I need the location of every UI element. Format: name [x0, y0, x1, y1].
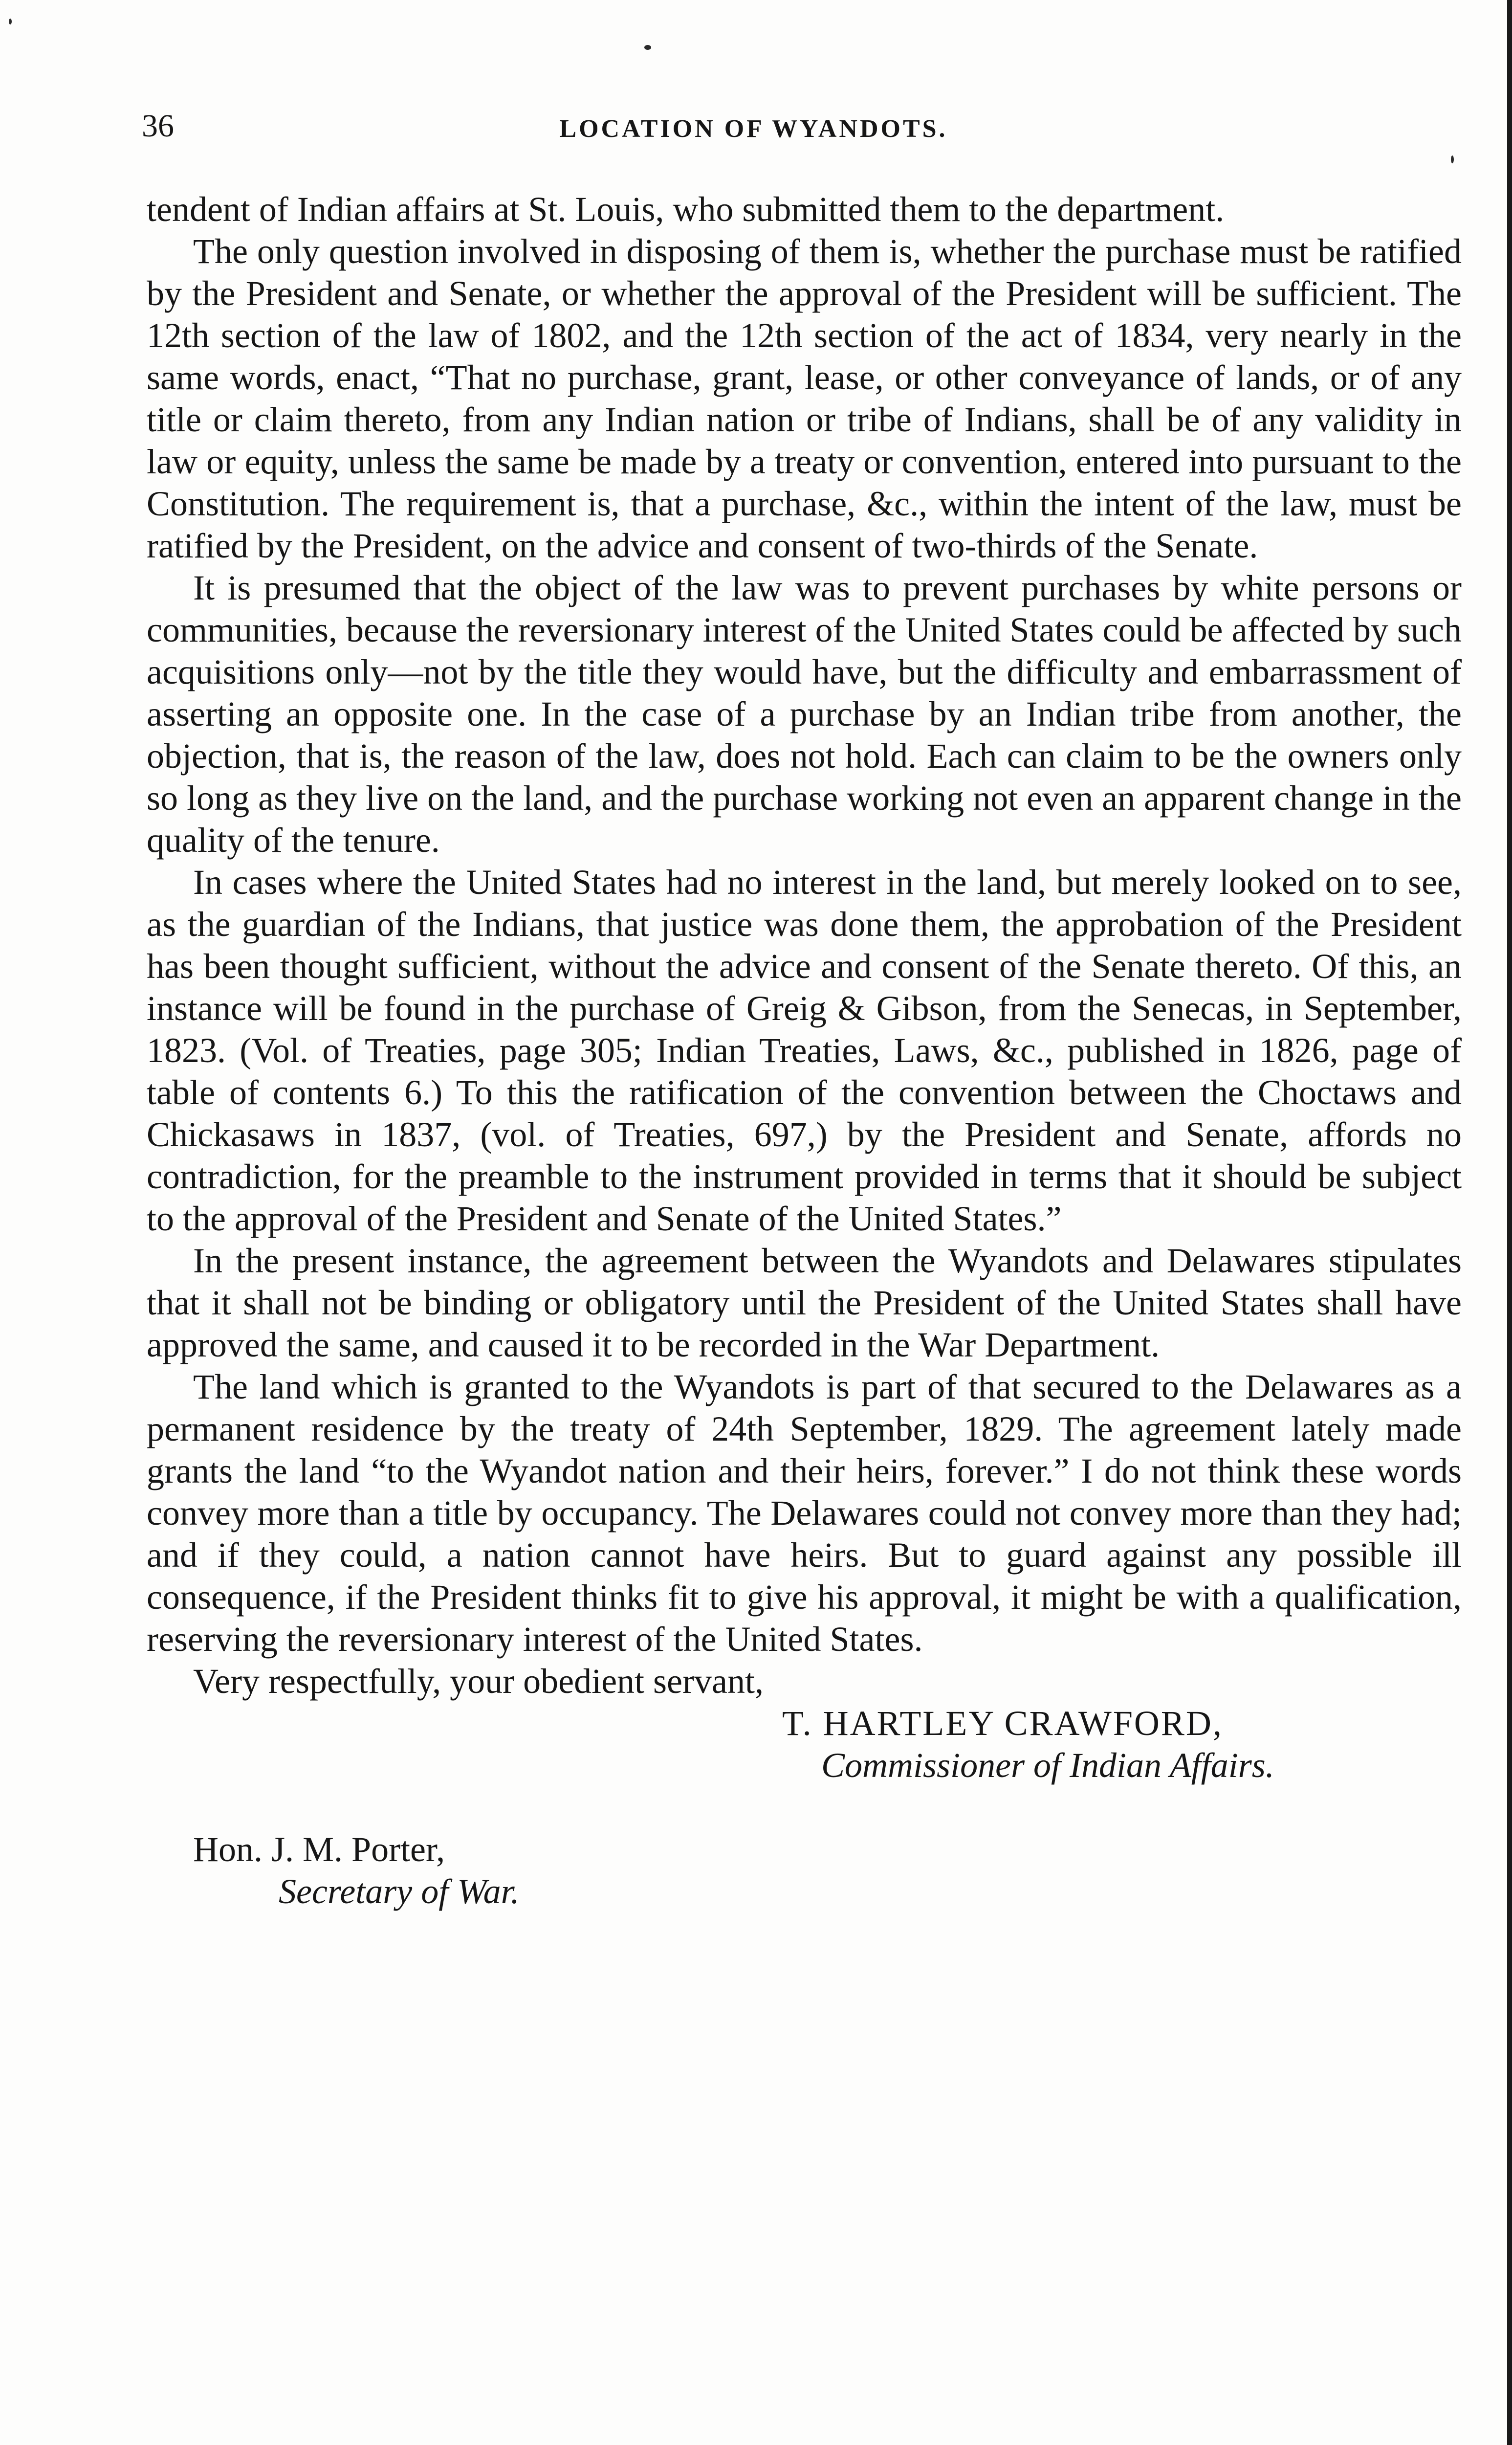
ink-speck — [9, 19, 12, 24]
paragraph: The only question involved in disposing of them is, whether the purchase must be ratified by the President and Senate, or whether the approval of the President will be sufficient. The 12th section of the law of 1802, and the 12th section of the act of 1834, very nearly in the same words, enact, “That no purchase, grant, lease, or other conveyance of lands, or of any title or claim thereto, from any Indian nation or tribe of Indians, shall be of any validity in law or equity, unless the same be made by a treaty or convention, entered into pursuant to the Constitution. The requirement is, that a purchase, &c., within the intent of the law, must be ratified by the President, on the advice and consent of two-thirds of the Senate. — [147, 232, 1462, 565]
complimentary-close: Very respectfully, your obedient servant, — [193, 1662, 764, 1701]
paragraph: In the present instance, the agreement between the Wyandots and Delawares stipulates that it shall not be binding or obligatory until the President of the United States shall have approved the same, and caused it to be recorded in the War Department. — [147, 1241, 1462, 1364]
running-head: LOCATION OF WYANDOTS. — [559, 115, 948, 143]
signature-block — [147, 1702, 1462, 1786]
paragraph: It is presumed that the object of the law was to prevent purchases by white persons or communities, because the reversionary interest of the United States could be affected by such acquisitions only—not by the title they would have, but the difficulty and embarrassment of asserting an opposite one. In the case of a purchase by an Indian tribe from another, the objection, that is, the reason of the law, does not hold. Each can claim to be the owners only so long as they live on the land, and the purchase working not even an apparent change in the quality of the tenure. — [147, 568, 1462, 860]
addressee-name: Hon. J. M. Porter, — [193, 1830, 445, 1869]
ink-speck — [644, 45, 651, 50]
addressee-title: Secretary of War. — [279, 1872, 520, 1911]
paragraph: tendent of Indian affairs at St. Louis, who submitted them to the department. — [147, 190, 1225, 229]
page-number: 36 — [142, 108, 174, 144]
paragraph: The land which is granted to the Wyandots is part of that secured to the Delawares as a permanent residence by the treaty of 24th September, 1829. The agreement lately made grants the land “to the Wyandot nation and their heirs, forever.” I do not think these words convey more than a title by occupancy. The Delawares could not convey more than they had; and if they could, a nation cannot have heirs. But to guard against any possible ill consequence, if the President thinks fit to give his approval, it might be with a qualification, reserving the reversionary interest of the United States. — [147, 1367, 1462, 1659]
paragraph: In cases where the United States had no interest in the land, but merely looked on to see, as the guardian of the Indians, that justice was done them, the approbation of the President has been thought sufficient, without the advice and consent of the Senate thereto. Of this, an instance will be found in the purchase of Greig & Gibson, from the Senecas, in September, 1823. (Vol. of Treaties, page 305; Indian Treaties, Laws, &c., published in 1826, page of table of contents 6.) To this the ratification of the convention between the Choctaws and Chickasaws in 1837, (vol. of Treaties, 697,) by the President and Senate, affords no contradiction, for the preamble to the instrument provided in terms that it should be subject to the approval of the President and Senate of the United States.” — [147, 863, 1462, 1238]
signer-title: Commissioner of Indian Affairs. — [821, 1746, 1274, 1785]
signer-name: T. HARTLEY CRAWFORD, — [782, 1704, 1223, 1743]
ink-speck — [1451, 156, 1454, 163]
addressee-block — [147, 1828, 1462, 1912]
letter-body — [147, 188, 1462, 1912]
